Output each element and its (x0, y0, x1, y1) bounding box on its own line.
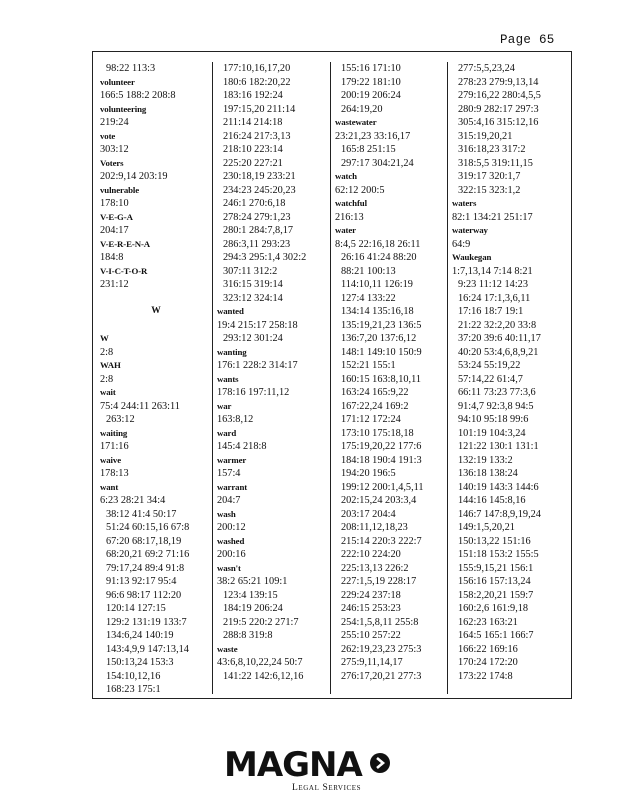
index-entry-continuation: 132:19 133:2 (458, 454, 513, 466)
index-entry-continuation: 294:3 295:1,4 302:2 (223, 252, 307, 263)
index-entry-continuation: 162:23 163:21 (458, 616, 518, 628)
index-entry-continuation: 216:24 217:3,13 (223, 130, 291, 142)
blank-line (100, 292, 212, 306)
magna-logo (224, 747, 404, 795)
index-entry-continuation: 26:16 41:24 88:20 (341, 252, 417, 263)
index-entry-continuation: 136:18 138:24 (458, 468, 518, 479)
index-entry-continuation: 275:9,11,14,17 (341, 657, 403, 668)
index-entry-continuation: 141:22 142:6,12,16 (223, 670, 304, 682)
index-entry: 176:1 228:2 314:17 (217, 360, 298, 371)
index-entry: 75:4 244:11 263:11 (100, 400, 180, 412)
index-term: V-E-R-E-N-A (100, 238, 151, 249)
index-entry-continuation: 171:12 172:24 (341, 414, 401, 425)
index-entry-continuation: 57:14,22 61:4,7 (458, 373, 523, 385)
index-term: wasn't (217, 562, 241, 573)
index-entry-continuation: 40:20 53:4,6,8,9,21 (458, 346, 539, 358)
index-entry-continuation: 305:4,16 315:12,16 (458, 117, 539, 128)
index-term: ward (217, 427, 237, 438)
index-entry-continuation: 277:5,5,23,24 (458, 63, 515, 74)
index-entry-continuation: 127:4 133:22 (341, 292, 396, 304)
index-term: warrant (217, 481, 248, 492)
index-entry-continuation: 200:19 206:24 (341, 90, 401, 101)
index-column-2 (217, 62, 329, 683)
index-entry-continuation: 66:11 73:23 77:3,6 (458, 387, 536, 398)
index-entry-continuation: 51:24 60:15,16 67:8 (106, 522, 190, 533)
index-entry-continuation: 168:23 175:1 (106, 684, 161, 695)
index-entry-continuation: 114:10,11 126:19 (341, 279, 413, 290)
index-entry-continuation: 215:14 220:3 222:7 (341, 535, 422, 547)
index-entry-continuation: 263:12 (106, 414, 135, 425)
index-entry-continuation: 208:11,12,18,23 (341, 522, 408, 533)
index-entry: 178:13 (100, 468, 129, 479)
index-entry-continuation: 134:6,24 140:19 (106, 630, 174, 641)
index-entry: 64:9 (452, 238, 471, 250)
index-entry-continuation: 173:22 174:8 (458, 670, 513, 682)
index-entry-continuation: 121:22 130:1 131:1 (458, 441, 539, 452)
index-term: watch (335, 171, 357, 181)
index-entry-continuation: 279:16,22 280:4,5,5 (458, 90, 541, 101)
index-entry-continuation: 225:13,13 226:2 (341, 562, 409, 574)
index-entry-continuation: 160:15 163:8,10,11 (341, 373, 421, 385)
index-entry-continuation: 202:15,24 203:3,4 (341, 495, 417, 506)
index-entry: 204:7 (217, 495, 241, 506)
index-entry-continuation: 17:16 18:7 19:1 (458, 306, 524, 317)
index-entry-continuation: 323:12 324:14 (223, 292, 283, 304)
index-entry-continuation: 316:18,23 317:2 (458, 144, 526, 155)
index-term: volunteering (100, 103, 147, 114)
index-entry-continuation: 94:10 95:18 99:6 (458, 414, 529, 425)
index-entry-continuation: 164:5 165:1 166:7 (458, 630, 534, 641)
index-entry: 2:8 (100, 346, 114, 358)
index-entry-continuation: 276:17,20,21 277:3 (341, 670, 422, 682)
index-term: waive (100, 454, 121, 465)
index-entry-continuation: 230:18,19 233:21 (223, 171, 296, 182)
index-entry: 82:1 134:21 251:17 (452, 211, 533, 223)
index-entry-continuation: 280:1 284:7,8,17 (223, 225, 294, 236)
index-entry: 2:8 (100, 373, 114, 385)
index-entry: 157:4 (217, 468, 241, 479)
index-term: vote (100, 130, 116, 141)
index-entry: 231:12 (100, 279, 129, 290)
index-entry: 23:21,23 33:16,17 (335, 130, 411, 142)
index-entry-continuation: 146:7 147:8,9,19,24 (458, 508, 541, 520)
index-entry: 204:17 (100, 225, 129, 236)
index-entry-continuation: 129:2 131:19 133:7 (106, 616, 187, 628)
index-entry: 19:4 215:17 258:18 (217, 319, 298, 331)
index-entry-continuation: 246:1 270:6,18 (223, 198, 286, 209)
index-entry-continuation: 37:20 39:6 40:11,17 (458, 333, 541, 344)
index-entry: 219:24 (100, 117, 129, 128)
index-entry: 38:2 65:21 109:1 (217, 576, 288, 587)
index-entry-continuation: 278:24 279:1,23 (223, 211, 291, 223)
arrow-circle-icon (370, 753, 390, 773)
index-term: vulnerable (100, 184, 140, 195)
index-entry: 8:4,5 22:16,18 26:11 (335, 238, 421, 250)
index-column-4 (452, 62, 564, 683)
index-entry-continuation: 179:22 181:10 (341, 76, 401, 88)
index-entry-continuation: 280:9 282:17 297:3 (458, 103, 539, 115)
index-term: wash (217, 508, 236, 519)
index-column-1 (100, 62, 212, 697)
index-entry-continuation: 167:22,24 169:2 (341, 400, 409, 412)
index-entry-continuation: 222:10 224:20 (341, 549, 401, 560)
index-entry-continuation: 156:16 157:13,24 (458, 576, 531, 587)
index-entry: 200:12 (217, 522, 246, 533)
index-entry-continuation: 227:1,5,19 228:17 (341, 576, 417, 587)
index-entry: 43:6,8,10,22,24 50:7 (217, 657, 303, 668)
index-entry-continuation: 264:19,20 (341, 103, 383, 115)
index-entry-continuation: 160:2,6 161:9,18 (458, 603, 529, 614)
index-entry-continuation: 184:19 206:24 (223, 603, 283, 614)
index-entry: 178:16 197:11,12 (217, 387, 290, 398)
index-term: waters (452, 198, 477, 208)
index-term: water (335, 225, 356, 235)
index-term: washed (217, 535, 245, 546)
index-entry-continuation: 120:14 127:15 (106, 603, 166, 614)
index-entry-continuation: 322:15 323:1,2 (458, 184, 521, 196)
index-entry-continuation: 21:22 32:2,20 33:8 (458, 319, 537, 331)
index-term: wants (217, 373, 239, 384)
index-entry: 200:16 (217, 549, 246, 560)
index-entry-continuation: 316:15 319:14 (223, 279, 283, 290)
index-entry-continuation: 152:21 155:1 (341, 360, 396, 371)
index-entry-continuation: 229:24 237:18 (341, 589, 401, 601)
index-entry-continuation: 151:18 153:2 155:5 (458, 549, 539, 560)
index-entry-continuation: 184:18 190:4 191:3 (341, 454, 422, 466)
index-entry: 202:9,14 203:19 (100, 171, 168, 182)
index-entry-continuation: 163:24 165:9,22 (341, 387, 409, 398)
column-divider (447, 62, 448, 694)
index-entry-continuation: 199:12 200:1,4,5,11 (341, 481, 424, 493)
index-entry: 166:5 188:2 208:8 (100, 90, 176, 101)
index-entry-continuation: 246:15 253:23 (341, 603, 401, 614)
index-entry-continuation: 297:17 304:21,24 (341, 157, 414, 169)
index-entry-continuation: 91:13 92:17 95:4 (106, 576, 177, 587)
index-entry-continuation: 175:19,20,22 177:6 (341, 441, 422, 452)
index-entry-continuation: 180:6 182:20,22 (223, 76, 291, 88)
index-entry-continuation: 135:19,21,23 136:5 (341, 319, 422, 331)
index-entry-continuation: 307:11 312:2 (223, 265, 278, 277)
index-term: W (100, 333, 109, 343)
index-entry-continuation: 183:16 192:24 (223, 90, 283, 101)
index-entry-continuation: 254:1,5,8,11 255:8 (341, 616, 419, 628)
index-term: volunteer (100, 76, 135, 87)
index-term: want (100, 481, 119, 492)
section-letter: W (151, 306, 161, 316)
index-entry-continuation: 173:10 175:18,18 (341, 427, 414, 439)
index-entry: 216:13 (335, 211, 364, 223)
index-entry-continuation: 262:19,23,23 275:3 (341, 643, 422, 655)
index-term: war (217, 400, 232, 411)
index-entry-continuation: 96:6 98:17 112:20 (106, 589, 182, 601)
index-entry-continuation: 319:17 320:1,7 (458, 171, 521, 182)
index-entry-continuation: 166:22 169:16 (458, 643, 518, 655)
index-term: watchful (335, 198, 367, 208)
index-entry-continuation: 16:24 17:1,3,6,11 (458, 292, 531, 304)
logo-subtitle: Legal Services (292, 783, 362, 793)
index-entry: 145:4 218:8 (217, 441, 267, 452)
index-entry-continuation: 68:20,21 69:2 71:16 (106, 549, 190, 560)
index-entry-continuation: 286:3,11 293:23 (223, 238, 291, 250)
index-term: Voters (100, 157, 124, 168)
index-entry-continuation: 91:4,7 92:3,8 94:5 (458, 400, 534, 412)
index-entry-continuation: 158:2,20,21 159:7 (458, 589, 534, 601)
index-entry-continuation: 255:10 257:22 (341, 630, 401, 641)
index-entry-continuation: 101:19 104:3,24 (458, 427, 526, 439)
index-entry: 184:8 (100, 252, 124, 263)
index-entry-continuation: 144:16 145:8,16 (458, 495, 526, 506)
index-term: WAH (100, 360, 121, 370)
index-entry-continuation: 219:5 220:2 271:7 (223, 616, 299, 628)
index-term: waiting (100, 427, 128, 438)
logo-wordmark: MAGNA (224, 745, 362, 785)
index-entry-continuation: 53:24 55:19,22 (458, 360, 521, 371)
index-term: Waukegan (452, 252, 492, 262)
index-term: waterway (452, 225, 488, 235)
index-entry-continuation: 155:16 171:10 (341, 63, 401, 74)
index-entry: 1:7,13,14 7:14 8:21 (452, 265, 533, 277)
index-entry-continuation: 170:24 172:20 (458, 657, 518, 668)
index-entry-continuation: 9:23 11:12 14:23 (458, 279, 528, 290)
index-entry-continuation: 150:13,24 153:3 (106, 657, 174, 668)
index-entry-continuation: 136:7,20 137:6,12 (341, 333, 417, 344)
index-entry-continuation: 88:21 100:13 (341, 265, 396, 277)
index-entry-continuation: 278:23 279:9,13,14 (458, 76, 539, 88)
index-entry-continuation: 288:8 319:8 (223, 630, 273, 641)
column-divider (330, 62, 331, 694)
index-term: V-I-C-T-O-R (100, 265, 148, 276)
index-entry-continuation: 123:4 139:15 (223, 589, 278, 601)
index-entry-continuation: 140:19 143:3 144:6 (458, 481, 539, 493)
index-entry-continuation: 293:12 301:24 (223, 333, 283, 344)
blank-line (100, 319, 212, 333)
index-entry-continuation: 98:22 113:3 (106, 63, 156, 74)
index-entry-continuation: 315:19,20,21 (458, 130, 513, 142)
index-term: warmer (217, 454, 247, 465)
index-term: wait (100, 387, 116, 397)
index-entry-continuation: 150:13,22 151:16 (458, 535, 531, 547)
index-entry: 163:8,12 (217, 414, 254, 425)
index-entry-continuation: 177:10,16,17,20 (223, 63, 291, 74)
index-entry: 171:16 (100, 441, 129, 452)
index-entry: 62:12 200:5 (335, 184, 385, 196)
column-divider (212, 62, 213, 694)
index-entry: 178:10 (100, 198, 129, 209)
index-entry-continuation: 203:17 204:4 (341, 508, 396, 520)
index-entry-continuation: 38:12 41:4 50:17 (106, 508, 177, 520)
index-entry-continuation: 318:5,5 319:11,15 (458, 157, 533, 169)
index-entry-continuation: 165:8 251:15 (341, 144, 396, 155)
index-entry-continuation: 225:20 227:21 (223, 157, 283, 169)
index-column-3 (335, 62, 447, 683)
index-entry: 6:23 28:21 34:4 (100, 495, 166, 506)
page-number: Page 65 (500, 33, 555, 47)
index-entry-continuation: 148:1 149:10 150:9 (341, 346, 422, 358)
index-entry: 303:12 (100, 144, 129, 155)
index-term: wastewater (335, 117, 377, 127)
index-entry-continuation: 155:9,15,21 156:1 (458, 562, 534, 574)
index-entry-continuation: 149:1,5,20,21 (458, 522, 515, 533)
index-entry-continuation: 79:17,24 89:4 91:8 (106, 562, 185, 574)
index-entry-continuation: 67:20 68:17,18,19 (106, 535, 182, 547)
index-term: wanted (217, 306, 244, 316)
index-entry-continuation: 134:14 135:16,18 (341, 306, 414, 317)
index-entry-continuation: 194:20 196:5 (341, 468, 396, 479)
index-term: wanting (217, 346, 247, 357)
index-term: V-E-G-A (100, 211, 133, 222)
index-entry-continuation: 143:4,9,9 147:13,14 (106, 643, 189, 655)
index-entry-continuation: 154:10,12,16 (106, 670, 161, 682)
index-entry-continuation: 211:14 214:18 (223, 117, 283, 128)
index-entry-continuation: 197:15,20 211:14 (223, 103, 296, 115)
index-entry-continuation: 218:10 223:14 (223, 144, 283, 155)
index-term: waste (217, 643, 238, 654)
index-entry-continuation: 234:23 245:20,23 (223, 184, 296, 196)
